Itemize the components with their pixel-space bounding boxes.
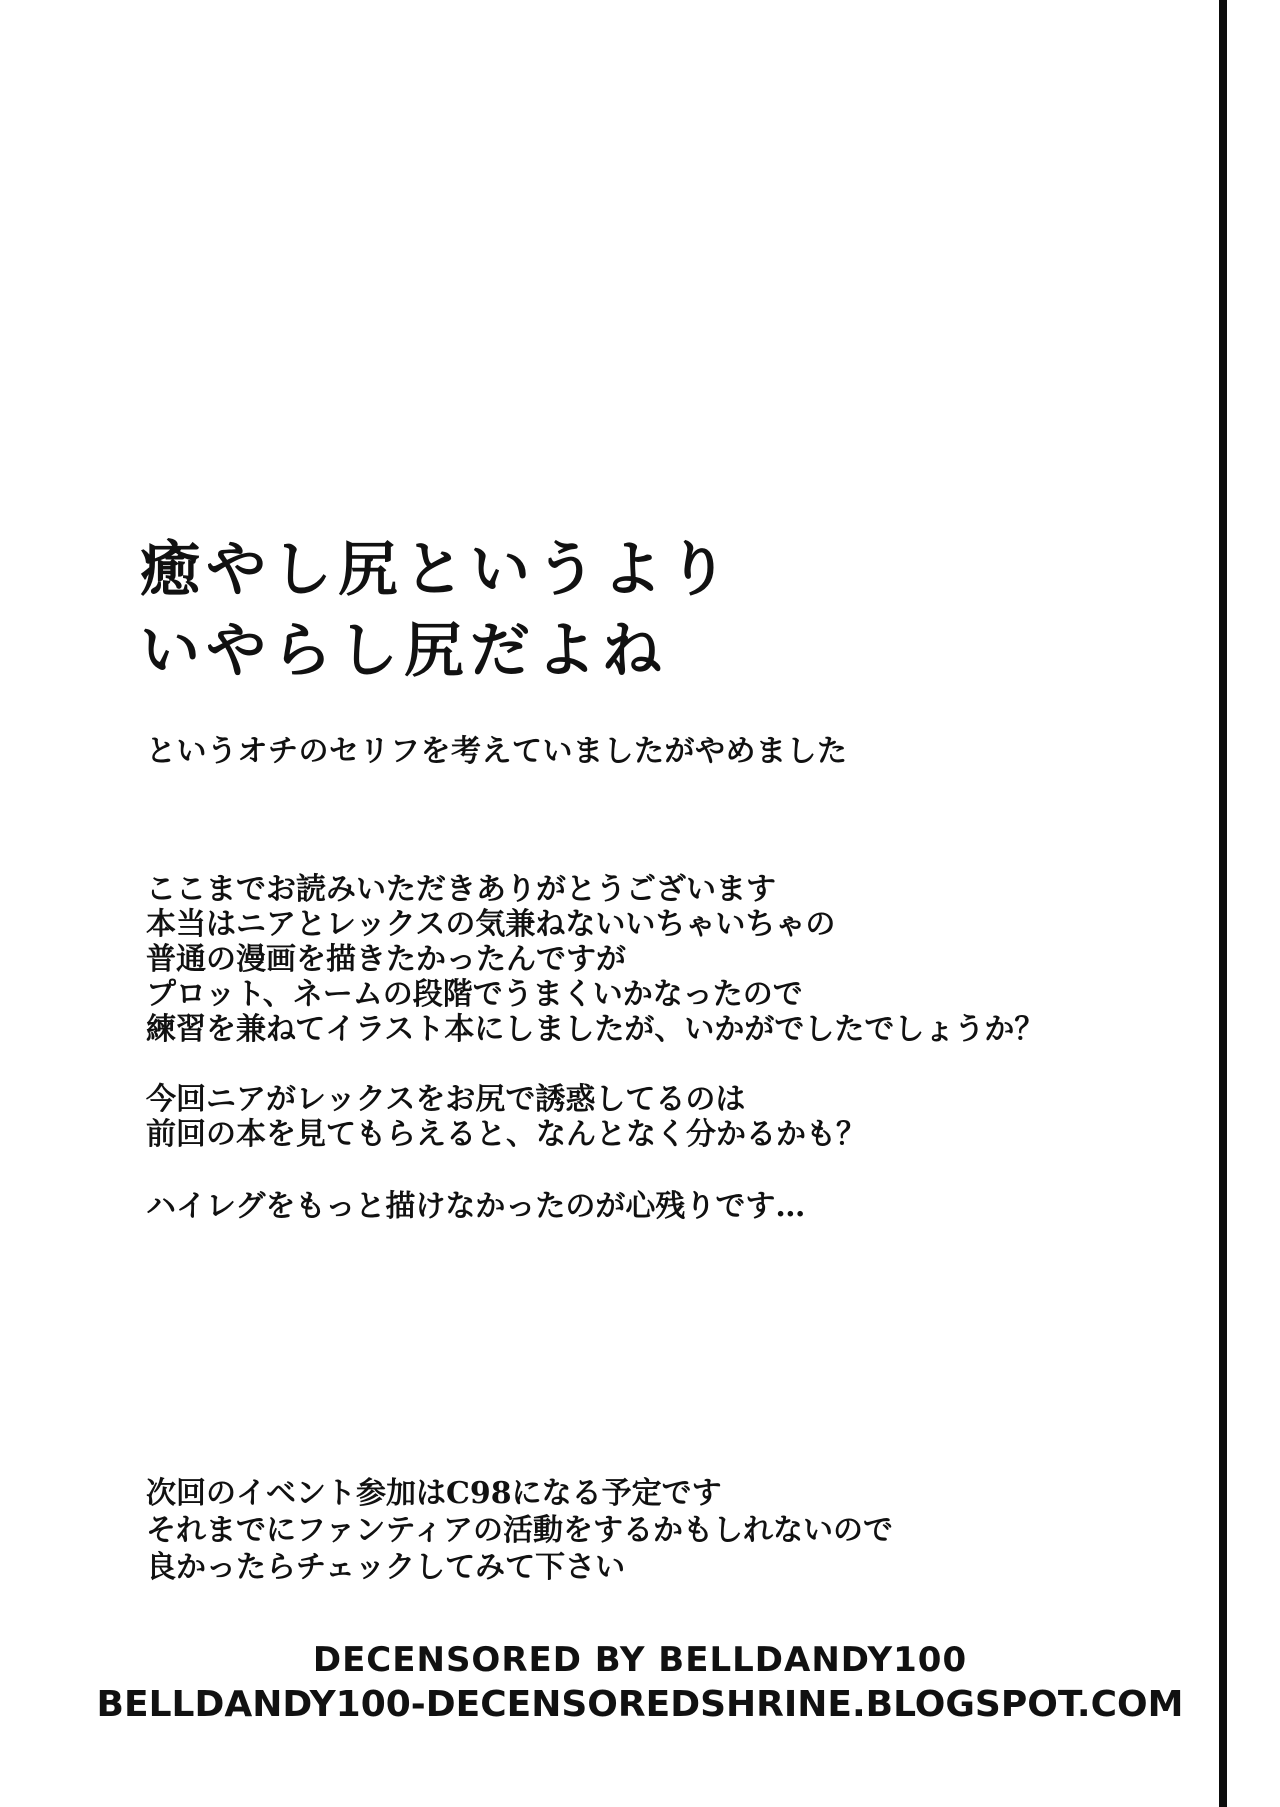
decensor-credit-url: BELLDANDY100-DECENSOREDSHRINE.BLOGSPOT.COM <box>96 1684 1184 1725</box>
subheading-text: というオチのセリフを考えていましたがやめました <box>146 734 848 769</box>
paragraph-previous-book <box>146 1082 866 1152</box>
paragraph-line: それまでにファンティアの活動をするかもしれないので <box>146 1513 893 1548</box>
paragraph-line: 練習を兼ねてイラスト本にしましたが、いかがでしたでしょうか？ <box>146 1012 1045 1047</box>
page-title-line-2: いやらし尻だよね <box>140 616 668 686</box>
paragraph-line: 本当はニアとレックスの気兼ねないいちゃいちゃの <box>146 907 836 942</box>
decensor-credit-text: DECENSORED BY BELLDANDY100 <box>312 1640 968 1680</box>
paragraph-line: 今回ニアがレックスをお尻で誘惑してるのは <box>146 1082 746 1117</box>
paragraph-line: プロット、ネームの段階でうまくいかなったので <box>146 977 803 1012</box>
paragraph-next-event <box>146 1475 893 1586</box>
right-border-line <box>1219 0 1227 1807</box>
paragraph-line: 前回の本を見てもらえると、なんとなく分かるかも？ <box>146 1117 866 1152</box>
page-title <box>140 530 734 692</box>
paragraph-line: 次回のイベント参加はC98になる予定です <box>146 1476 722 1511</box>
paragraph-line: ここまでお読みいただきありがとうございます <box>146 872 776 907</box>
paragraph-line: 良かったらチェックしてみて下さい <box>146 1550 626 1585</box>
paragraph-regret <box>146 1189 805 1224</box>
paragraph-thanks <box>146 872 1044 1047</box>
page-title-line-1: 癒やし尻というより <box>140 535 734 605</box>
paragraph-line: ハイレグをもっと描けなかったのが心残りです… <box>146 1189 806 1224</box>
paragraph-line: 普通の漫画を描きたかったんですが <box>146 942 626 977</box>
